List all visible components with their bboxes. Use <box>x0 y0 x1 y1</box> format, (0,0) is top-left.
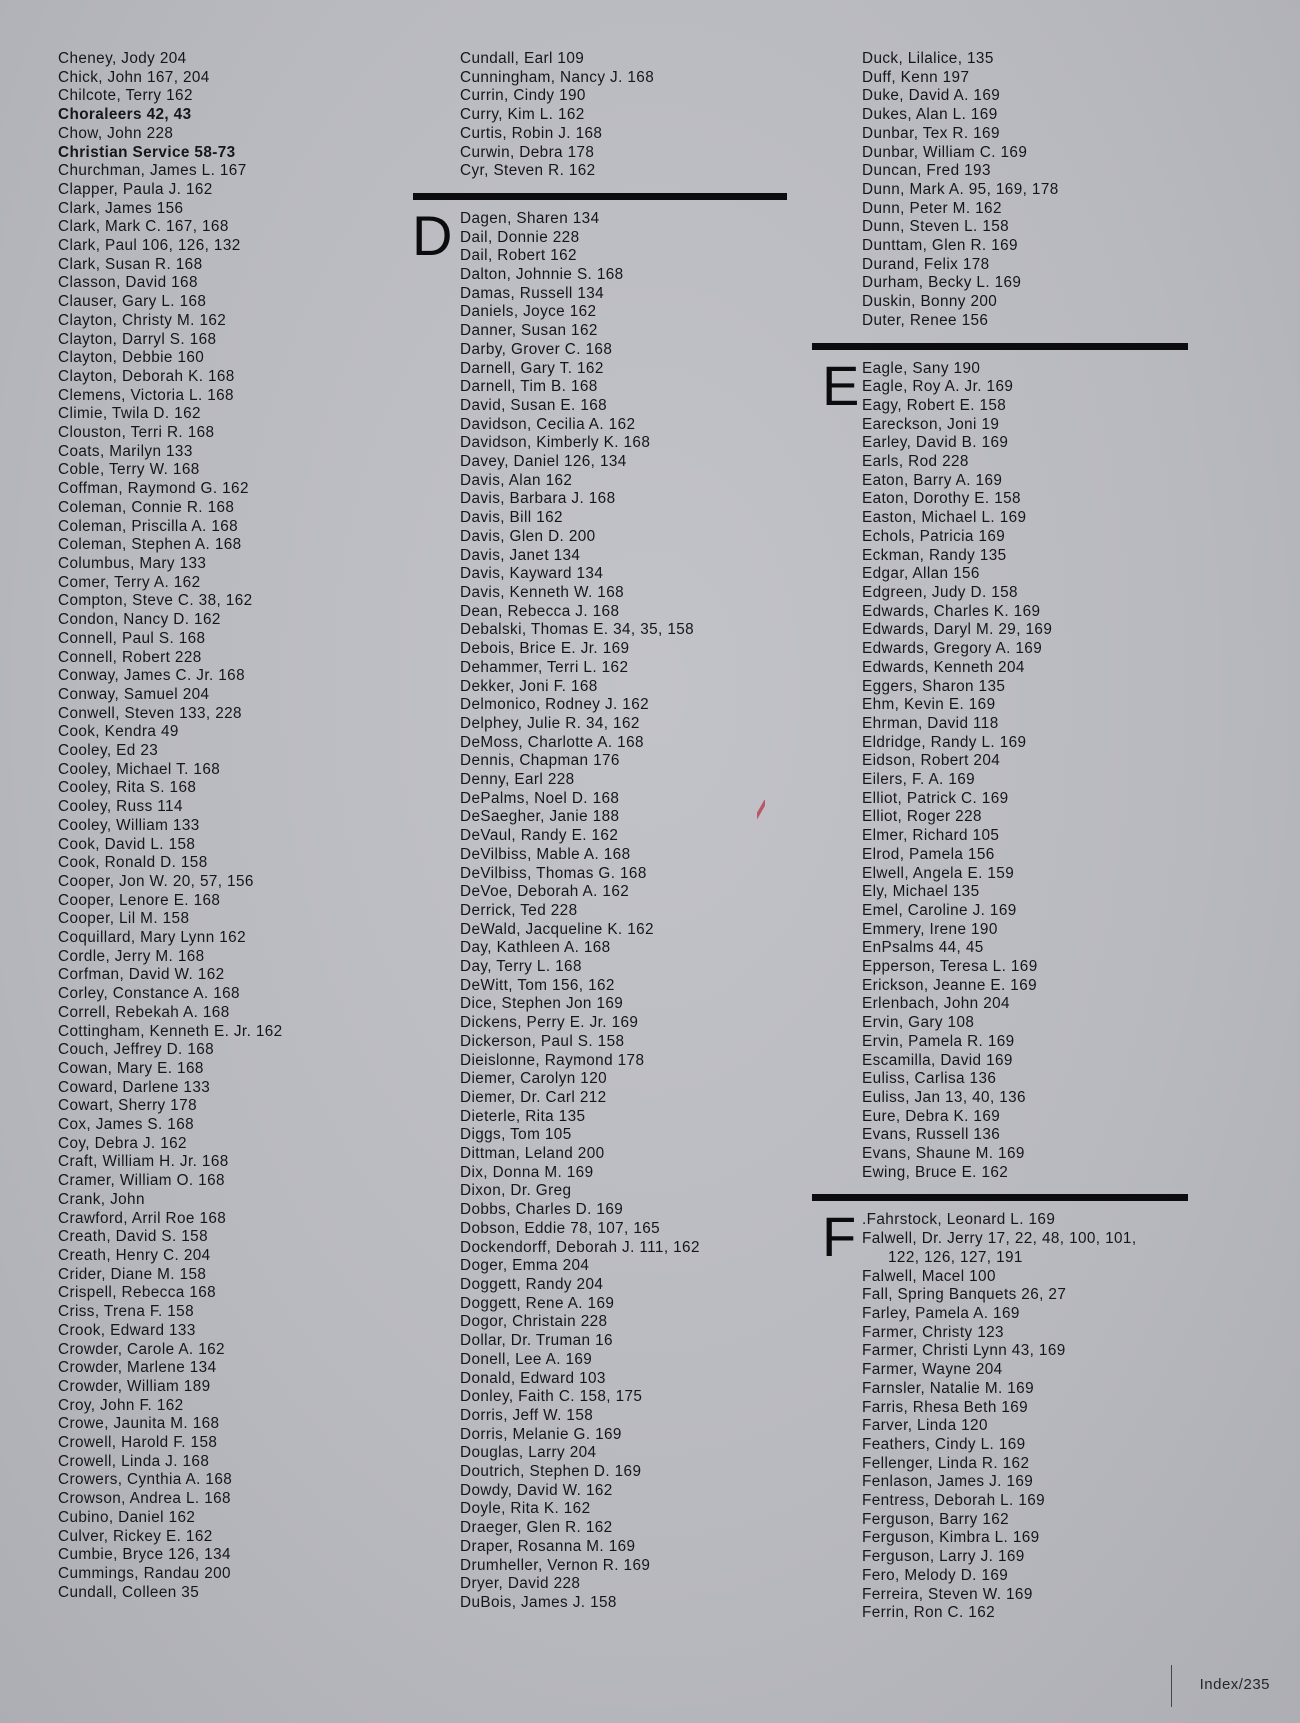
index-entry: Donley, Faith C. 158, 175 <box>460 1388 643 1406</box>
index-entry: Farmer, Christy 123 <box>862 1323 1004 1341</box>
index-entry: Dickens, Perry E. Jr. 169 <box>460 1014 639 1032</box>
index-entry: Escamilla, David 169 <box>862 1051 1013 1069</box>
index-entry: Davis, Glen D. 200 <box>460 527 596 545</box>
index-entry: Dennis, Chapman 176 <box>460 752 620 770</box>
index-entry: 122, 126, 127, 191 <box>888 1248 1023 1266</box>
index-entry: Donell, Lee A. 169 <box>460 1350 593 1368</box>
index-entry: .Fahrstock, Leonard L. 169 <box>862 1211 1056 1229</box>
index-entry: Cooper, Lil M. 158 <box>58 910 190 928</box>
index-entry: Farver, Linda 120 <box>862 1417 988 1435</box>
index-entry: Climie, Twila D. 162 <box>58 405 201 423</box>
index-entry: Ferguson, Larry J. 169 <box>862 1548 1025 1566</box>
index-entry: Elliot, Patrick C. 169 <box>862 789 1009 807</box>
index-entry: Dunn, Mark A. 95, 169, 178 <box>862 180 1059 198</box>
index-entry: Coward, Darlene 133 <box>58 1078 211 1096</box>
index-entry: Crowson, Andrea L. 168 <box>58 1490 231 1508</box>
index-entry: Darnell, Gary T. 162 <box>460 359 604 377</box>
index-entry: Crowers, Cynthia A. 168 <box>58 1471 233 1489</box>
section-divider-f <box>812 1194 1188 1201</box>
index-entry: Elrod, Pamela 156 <box>862 845 995 863</box>
index-entry: Dryer, David 228 <box>460 1575 581 1593</box>
index-entry: Cumbie, Bryce 126, 134 <box>58 1546 231 1564</box>
index-entry: DeVilbiss, Thomas G. 168 <box>460 864 647 882</box>
index-entry: Criss, Trena F. 158 <box>58 1303 194 1321</box>
index-entry: Evans, Russell 136 <box>862 1126 1001 1144</box>
index-entry: Clayton, Debbie 160 <box>58 349 205 367</box>
index-entry: Dean, Rebecca J. 168 <box>460 602 620 620</box>
index-entry: Edgreen, Judy D. 158 <box>862 583 1018 601</box>
index-entry: Classon, David 168 <box>58 274 198 292</box>
index-entry: Daniels, Joyce 162 <box>460 303 597 321</box>
index-entry: Evans, Shaune M. 169 <box>862 1145 1025 1163</box>
index-entry: Donald, Edward 103 <box>460 1369 606 1387</box>
section-d <box>412 203 800 1613</box>
index-entry: Compton, Steve C. 38, 162 <box>58 592 253 610</box>
index-entry: Cheney, Jody 204 <box>58 50 187 67</box>
index-entry: Clemens, Victoria L. 168 <box>58 386 234 404</box>
index-entry: Dieterle, Rita 135 <box>460 1107 586 1125</box>
index-entry: Ferreira, Steven W. 169 <box>862 1585 1033 1603</box>
index-entry: Damas, Russell 134 <box>460 284 605 302</box>
index-entry: Erickson, Jeanne E. 169 <box>862 976 1038 994</box>
index-entry: Choraleers 42, 43 <box>58 106 192 124</box>
index-entry: Dix, Donna M. 169 <box>460 1163 594 1181</box>
section-f <box>822 1205 1202 1622</box>
index-column-2 <box>412 50 800 1613</box>
index-entry: Dockendorff, Deborah J. 111, 162 <box>460 1238 700 1256</box>
index-entry: Dixon, Dr. Greg <box>460 1182 572 1200</box>
index-entry: Curwin, Debra 178 <box>460 143 595 161</box>
index-entry: Farnsler, Natalie M. 169 <box>862 1379 1034 1397</box>
index-entry: Delmonico, Rodney J. 162 <box>460 696 650 714</box>
index-entry: Crawford, Arril Roe 168 <box>58 1209 227 1227</box>
index-entry: Debois, Brice E. Jr. 169 <box>460 640 630 658</box>
index-entry: EnPsalms 44, 45 <box>862 939 984 957</box>
index-entry: Corley, Constance A. 168 <box>58 985 240 1003</box>
index-entry: Crowell, Linda J. 168 <box>58 1452 210 1470</box>
index-entry: Dogor, Christain 228 <box>460 1313 608 1331</box>
index-entry: Euliss, Carlisa 136 <box>862 1070 997 1088</box>
index-entry: Dorris, Melanie G. 169 <box>460 1425 622 1443</box>
index-entry: Duskin, Bonny 200 <box>862 293 998 311</box>
index-entry: DeWitt, Tom 156, 162 <box>460 976 615 994</box>
index-entry: DeWald, Jacqueline K. 162 <box>460 920 654 938</box>
index-entry: Columbus, Mary 133 <box>58 554 207 572</box>
index-entry: Fall, Spring Banquets 26, 27 <box>862 1286 1067 1304</box>
index-entry: Dagen, Sharen 134 <box>460 209 600 227</box>
index-entry: Coffman, Raymond G. 162 <box>58 480 249 498</box>
index-entry: Draper, Rosanna M. 169 <box>460 1537 636 1555</box>
index-entry: Cooley, Rita S. 168 <box>58 779 197 797</box>
index-entry: Crowder, William 189 <box>58 1377 211 1395</box>
index-entry: Clayton, Darryl S. 168 <box>58 330 217 348</box>
index-entry: Diemer, Dr. Carl 212 <box>460 1088 607 1106</box>
index-list-d-continued <box>862 50 1202 331</box>
index-entry: Falwell, Dr. Jerry 17, 22, 48, 100, 101, <box>862 1230 1137 1248</box>
index-entry: Duke, David A. 169 <box>862 87 1001 105</box>
index-list-f <box>862 1211 1202 1622</box>
index-entry: Davis, Barbara J. 168 <box>460 490 616 508</box>
index-entry: Cunningham, Nancy J. 168 <box>460 68 655 86</box>
index-entry: Cox, James S. 168 <box>58 1116 195 1134</box>
index-entry: Chilcote, Terry 162 <box>58 87 193 105</box>
index-entry: Cook, David L. 158 <box>58 835 196 853</box>
index-entry: Darnell, Tim B. 168 <box>460 378 598 396</box>
index-entry: Clouston, Terri R. 168 <box>58 424 215 442</box>
index-entry: Correll, Rebekah A. 168 <box>58 1003 230 1021</box>
index-entry: Fero, Melody D. 169 <box>862 1566 1009 1584</box>
index-entry: Ferguson, Kimbra L. 169 <box>862 1529 1040 1547</box>
index-entry: Dieislonne, Raymond 178 <box>460 1051 645 1069</box>
index-entry: Dail, Donnie 228 <box>460 228 580 246</box>
index-entry: Dowdy, David W. 162 <box>460 1481 613 1499</box>
index-entry: Day, Terry L. 168 <box>460 958 582 976</box>
index-entry: Cordle, Jerry M. 168 <box>58 947 205 965</box>
index-entry: Eckman, Randy 135 <box>862 546 1007 564</box>
index-entry: Crowe, Jaunita M. 168 <box>58 1415 220 1433</box>
index-entry: Eilers, F. A. 169 <box>862 771 976 789</box>
index-entry: Clauser, Gary L. 168 <box>58 293 207 311</box>
index-entry: Cramer, William O. 168 <box>58 1172 225 1190</box>
index-entry: Crowell, Harold F. 158 <box>58 1434 218 1452</box>
section-divider-e <box>812 343 1188 350</box>
index-entry: Fentress, Deborah L. 169 <box>862 1492 1046 1510</box>
index-entry: Edwards, Charles K. 169 <box>862 602 1041 620</box>
index-entry: Coats, Marilyn 133 <box>58 442 193 460</box>
index-entry: Coleman, Connie R. 168 <box>58 498 235 516</box>
index-entry: Cowart, Sherry 178 <box>58 1097 197 1115</box>
index-entry: Eure, Debra K. 169 <box>862 1107 1001 1125</box>
index-list-d <box>460 210 800 1613</box>
section-letter-d: D <box>412 203 453 267</box>
index-entry: Clark, Mark C. 167, 168 <box>58 218 229 236</box>
index-entry: Doggett, Rene A. 169 <box>460 1294 615 1312</box>
index-entry: Derrick, Ted 228 <box>460 901 578 919</box>
index-entry: Cundall, Earl 109 <box>460 50 585 67</box>
index-entry: Doggett, Randy 204 <box>460 1276 604 1293</box>
index-entry: Dittman, Leland 200 <box>460 1145 605 1163</box>
index-entry: David, Susan E. 168 <box>460 396 608 414</box>
index-entry: Durand, Felix 178 <box>862 255 990 273</box>
index-entry: Dickerson, Paul S. 158 <box>460 1032 625 1050</box>
index-entry: Diggs, Tom 105 <box>460 1126 572 1144</box>
index-entry: Cundall, Colleen 35 <box>58 1583 200 1601</box>
index-entry: Doyle, Rita K. 162 <box>460 1500 591 1518</box>
index-entry: Dekker, Joni F. 168 <box>460 677 598 695</box>
index-entry: Cooley, Russ 114 <box>58 798 183 816</box>
index-entry: Davis, Janet 134 <box>460 546 581 564</box>
index-entry: Davis, Kayward 134 <box>460 565 604 583</box>
index-entry: DuBois, James J. 158 <box>460 1593 617 1611</box>
index-list-c-continued <box>460 50 800 181</box>
index-entry: Chow, John 228 <box>58 124 174 142</box>
index-entry: Coy, Debra J. 162 <box>58 1134 187 1152</box>
index-entry: Ehm, Kevin E. 169 <box>862 696 996 714</box>
index-entry: Cottingham, Kenneth E. Jr. 162 <box>58 1022 283 1040</box>
index-entry: Culver, Rickey E. 162 <box>58 1527 213 1545</box>
index-entry: Davis, Alan 162 <box>460 471 573 489</box>
index-entry: Dobbs, Charles D. 169 <box>460 1201 624 1219</box>
index-entry: Eareckson, Joni 19 <box>862 415 1000 433</box>
index-entry: Edwards, Gregory A. 169 <box>862 640 1043 658</box>
index-entry: Clapper, Paula J. 162 <box>58 180 213 198</box>
index-entry: Erlenbach, John 204 <box>862 995 1010 1013</box>
index-entry: Diemer, Carolyn 120 <box>460 1070 608 1088</box>
index-entry: Cooper, Lenore E. 168 <box>58 891 221 909</box>
index-entry: Crowder, Marlene 134 <box>58 1359 217 1377</box>
index-list-c <box>58 50 438 1602</box>
index-entry: Epperson, Teresa L. 169 <box>862 958 1038 976</box>
index-entry: Chick, John 167, 204 <box>58 68 210 86</box>
index-entry: Cooley, Ed 23 <box>58 742 159 760</box>
index-entry: Easton, Michael L. 169 <box>862 509 1027 527</box>
index-entry: Ervin, Pamela R. 169 <box>862 1032 1015 1050</box>
index-entry: DeVoe, Deborah A. 162 <box>460 883 630 901</box>
index-entry: Emmery, Irene 190 <box>862 920 998 938</box>
index-entry: Clark, Susan R. 168 <box>58 255 203 273</box>
index-entry: Cyr, Steven R. 162 <box>460 162 596 180</box>
index-entry: Dunn, Peter M. 162 <box>862 199 1002 217</box>
index-column-3 <box>822 50 1202 1623</box>
index-entry: Farmer, Christi Lynn 43, 169 <box>862 1342 1066 1360</box>
index-entry: Crank, John <box>58 1190 145 1208</box>
index-entry: Cubino, Daniel 162 <box>58 1508 196 1526</box>
index-entry: Crook, Edward 133 <box>58 1321 196 1339</box>
index-entry: Emel, Caroline J. 169 <box>862 901 1017 919</box>
index-entry: Dunbar, Tex R. 169 <box>862 124 1000 142</box>
index-entry: Ferguson, Barry 162 <box>862 1510 1010 1528</box>
index-entry: Christian Service 58-73 <box>58 143 236 161</box>
index-entry: Douglas, Larry 204 <box>460 1444 597 1462</box>
index-entry: Cooper, Jon W. 20, 57, 156 <box>58 872 254 890</box>
index-entry: DeMoss, Charlotte A. 168 <box>460 733 644 751</box>
index-entry: Duck, Lilalice, 135 <box>862 50 994 67</box>
index-entry: DeVilbiss, Mable A. 168 <box>460 845 631 863</box>
index-entry: Elmer, Richard 105 <box>862 827 1000 845</box>
index-entry: Ervin, Gary 108 <box>862 1014 975 1032</box>
index-entry: Duter, Renee 156 <box>862 311 989 329</box>
index-entry: Crowder, Carole A. 162 <box>58 1340 225 1358</box>
index-entry: Corfman, David W. 162 <box>58 966 225 984</box>
ink-mark <box>757 800 765 820</box>
index-entry: Eaton, Barry A. 169 <box>862 471 1003 489</box>
index-entry: Ferrin, Ron C. 162 <box>862 1604 996 1622</box>
index-entry: Davidson, Kimberly K. 168 <box>460 434 651 452</box>
index-entry: Eldridge, Randy L. 169 <box>862 733 1027 751</box>
index-entry: Clark, James 156 <box>58 199 184 217</box>
index-entry: Denny, Earl 228 <box>460 771 575 789</box>
index-entry: Danner, Susan 162 <box>460 322 598 340</box>
index-entry: Duncan, Fred 193 <box>862 162 991 180</box>
index-entry: Fenlason, James J. 169 <box>862 1473 1034 1491</box>
index-entry: Curtis, Robin J. 168 <box>460 124 603 142</box>
index-entry: Cummings, Randau 200 <box>58 1564 231 1582</box>
index-entry: Coleman, Priscilla A. 168 <box>58 517 239 535</box>
index-entry: Cooley, William 133 <box>58 816 200 834</box>
index-entry: Cowan, Mary E. 168 <box>58 1059 204 1077</box>
section-e <box>822 353 1202 1183</box>
index-entry: Croy, John F. 162 <box>58 1396 184 1414</box>
index-entry: Debalski, Thomas E. 34, 35, 158 <box>460 621 695 639</box>
index-entry: Eagle, Sany 190 <box>862 359 981 377</box>
index-entry: Falwell, Macel 100 <box>862 1267 996 1285</box>
index-entry: Farmer, Wayne 204 <box>862 1361 1003 1379</box>
index-entry: Cook, Kendra 49 <box>58 723 179 741</box>
index-entry: Fellenger, Linda R. 162 <box>862 1454 1030 1472</box>
index-entry: Currin, Cindy 190 <box>460 87 586 105</box>
index-entry: Echols, Patricia 169 <box>862 527 1006 545</box>
index-entry: Coquillard, Mary Lynn 162 <box>58 929 246 947</box>
index-entry: Creath, Henry C. 204 <box>58 1247 211 1264</box>
index-entry: Comer, Terry A. 162 <box>58 573 201 591</box>
index-entry: Edgar, Allan 156 <box>862 565 980 583</box>
index-entry: Cook, Ronald D. 158 <box>58 854 208 872</box>
index-entry: Eaton, Dorothy E. 158 <box>862 490 1021 508</box>
index-entry: Dehammer, Terri L. 162 <box>460 658 629 676</box>
index-entry: Delphey, Julie R. 34, 162 <box>460 714 640 732</box>
index-entry: Drumheller, Vernon R. 169 <box>460 1556 651 1574</box>
index-entry: Conwell, Steven 133, 228 <box>58 704 242 722</box>
index-entry: Cooley, Michael T. 168 <box>58 760 221 778</box>
index-entry: Farley, Pamela A. 169 <box>862 1305 1020 1322</box>
section-divider-d <box>413 193 787 200</box>
index-entry: Earls, Rod 228 <box>862 453 969 471</box>
index-entry: Creath, David S. 158 <box>58 1228 208 1246</box>
index-entry: Davis, Bill 162 <box>460 509 563 527</box>
index-entry: Ely, Michael 135 <box>862 883 980 901</box>
index-entry: Doutrich, Stephen D. 169 <box>460 1463 642 1481</box>
index-entry: Dalton, Johnnie S. 168 <box>460 266 624 284</box>
index-entry: Feathers, Cindy L. 169 <box>862 1435 1026 1453</box>
index-entry: Eggers, Sharon 135 <box>862 677 1006 695</box>
index-entry: Coleman, Stephen A. 168 <box>58 536 242 554</box>
index-entry: Couch, Jeffrey D. 168 <box>58 1041 215 1059</box>
index-entry: Davey, Daniel 126, 134 <box>460 453 627 471</box>
index-entry: Conway, Samuel 204 <box>58 685 210 703</box>
index-entry: Eidson, Robert 204 <box>862 752 1001 770</box>
index-entry: Dice, Stephen Jon 169 <box>460 995 624 1013</box>
index-list-e <box>862 360 1202 1183</box>
index-entry: Ewing, Bruce E. 162 <box>862 1163 1009 1181</box>
index-entry: Connell, Paul S. 168 <box>58 629 206 647</box>
section-letter-f: F <box>822 1205 857 1269</box>
index-entry: Doger, Emma 204 <box>460 1257 590 1275</box>
index-entry: Farris, Rhesa Beth 169 <box>862 1398 1029 1416</box>
index-entry: Elwell, Angela E. 159 <box>862 864 1015 882</box>
index-entry: Churchman, James L. 167 <box>58 162 247 180</box>
index-entry: Dail, Robert 162 <box>460 247 577 265</box>
index-entry: Eagy, Robert E. 158 <box>862 396 1007 414</box>
index-entry: Conway, James C. Jr. 168 <box>58 667 246 685</box>
index-entry: Clark, Paul 106, 126, 132 <box>58 237 241 255</box>
index-entry: DePalms, Noel D. 168 <box>460 789 620 807</box>
index-entry: Draeger, Glen R. 162 <box>460 1519 613 1537</box>
index-entry: Edwards, Kenneth 204 <box>862 658 1025 676</box>
index-entry: Dorris, Jeff W. 158 <box>460 1406 594 1424</box>
index-entry: Clayton, Christy M. 162 <box>58 311 227 329</box>
index-entry: Dunttam, Glen R. 169 <box>862 237 1018 255</box>
index-entry: Crispell, Rebecca 168 <box>58 1284 217 1302</box>
index-entry: Connell, Robert 228 <box>58 648 202 666</box>
index-entry: Crider, Diane M. 158 <box>58 1265 207 1283</box>
index-entry: Dunn, Steven L. 158 <box>862 218 1010 236</box>
folio-divider <box>1171 1665 1172 1707</box>
index-entry: Darby, Grover C. 168 <box>460 340 613 358</box>
page-folio: Index/235 <box>1199 1676 1270 1693</box>
index-entry: Durham, Becky L. 169 <box>862 274 1022 292</box>
section-letter-e: E <box>822 353 860 417</box>
index-entry: Coble, Terry W. 168 <box>58 461 200 479</box>
index-entry: Dollar, Dr. Truman 16 <box>460 1332 613 1350</box>
index-entry: Curry, Kim L. 162 <box>460 106 585 124</box>
index-entry: Euliss, Jan 13, 40, 136 <box>862 1088 1026 1106</box>
index-entry: Davis, Kenneth W. 168 <box>460 583 625 601</box>
index-entry: Dunbar, William C. 169 <box>862 143 1028 161</box>
index-entry: Earley, David B. 169 <box>862 434 1009 452</box>
index-entry: Dobson, Eddie 78, 107, 165 <box>460 1219 661 1237</box>
index-entry: Davidson, Cecilia A. 162 <box>460 415 636 433</box>
index-entry: Ehrman, David 118 <box>862 714 999 732</box>
index-entry: Eagle, Roy A. Jr. 169 <box>862 378 1014 396</box>
index-entry: Edwards, Daryl M. 29, 169 <box>862 621 1053 639</box>
index-entry: Condon, Nancy D. 162 <box>58 611 221 629</box>
index-entry: Day, Kathleen A. 168 <box>460 939 611 957</box>
index-entry: DeSaegher, Janie 188 <box>460 808 620 826</box>
index-column-1 <box>58 50 438 1602</box>
index-entry: Clayton, Deborah K. 168 <box>58 367 235 385</box>
index-entry: DeVaul, Randy E. 162 <box>460 827 619 845</box>
index-entry: Dukes, Alan L. 169 <box>862 106 998 124</box>
index-entry: Elliot, Roger 228 <box>862 808 982 826</box>
index-entry: Duff, Kenn 197 <box>862 68 970 86</box>
index-entry: Craft, William H. Jr. 168 <box>58 1153 229 1171</box>
